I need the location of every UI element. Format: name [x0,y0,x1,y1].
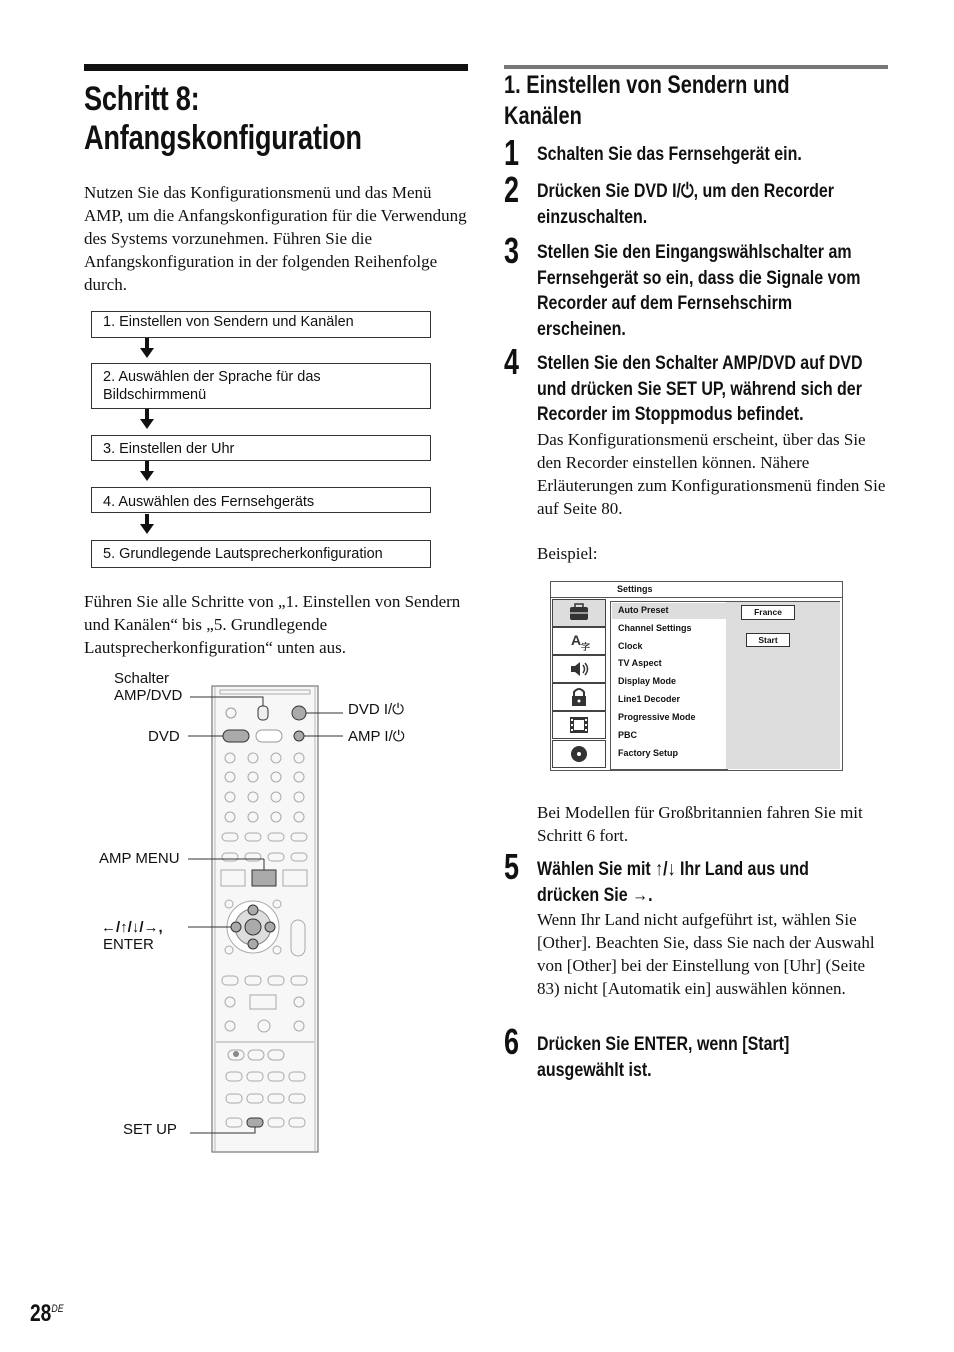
down-arrow-icon [140,409,154,429]
step-4-body: Das Konfigurationsmenü erscheint, über das Sie den Recorder einstellen können. Nähere Erläuterungen zum Konfigurationsmenü finden Sie auf Seite 80. [537,430,886,518]
down-arrow-icon [140,338,154,358]
language-icon-tab[interactable] [552,627,606,655]
disc-icon [553,741,605,767]
menu-item-progressive-mode[interactable]: Progressive Mode [618,712,696,722]
down-arrow-icon [140,514,154,534]
page-number: 28DE [30,1300,64,1327]
section-title: 1. Einstellen von Sendern und Kanälen [504,71,790,130]
lock-icon-tab[interactable] [552,683,606,711]
svg-text:字: 字 [581,642,591,652]
label-arrows: ←/↑/↓/→, [101,919,163,936]
intro-paragraph: Nutzen Sie das Konfigurationsmenü und das Menü AMP, um die Anfangskonfiguration für die Verwendung des Systems vorzunehmen. Führen Sie die Anfangskonfiguration in der folgenden Reihenfolge durch. [84,183,467,294]
menu-item-display-mode[interactable]: Display Mode [618,676,677,686]
step-4-heading: Stellen Sie den Schalter AMP/DVD auf DVD und drücken Sie SET UP, während sich der Recorder im Stoppmodus befindet. [537,352,863,425]
settings-value-panel [726,601,840,769]
value-france[interactable]: France [741,605,795,620]
menu-item-tv-aspect[interactable]: TV Aspect [618,658,662,668]
briefcase-icon [553,600,605,626]
step-4-number: 4 [504,341,520,382]
step-3-number: 3 [504,230,520,271]
step-2-number: 2 [504,169,520,210]
label-amp-power: AMP I/⏻ [348,728,405,745]
step-6-heading: Drücken Sie ENTER, wenn [Start] ausgewählt ist. [537,1033,790,1081]
menu-item-line1-decoder[interactable]: Line1 Decoder [618,694,681,704]
label-dvd-power: DVD I/⏻ [348,701,405,718]
svg-text:A: A [571,632,582,648]
audio-icon-tab[interactable] [552,655,606,683]
settings-header-line [551,597,842,598]
remote-drawing [188,682,348,1154]
label-setup: SET UP [123,1121,177,1138]
flow-step-5: 5. Grundlegende Lautsprecherkonfiguration [91,540,431,568]
step-5-number: 5 [504,846,520,887]
section-rule [504,65,888,69]
step-1-number: 1 [504,132,520,173]
down-arrow-icon [140,461,154,481]
label-dvd: DVD [148,728,180,745]
after-flow-paragraph: Führen Sie alle Schritte von „1. Einstellen von Sendern und Kanälen“ bis „5. Grundlegende Lautsprecherkonfiguration“ unten aus. [84,592,461,657]
label-amp-menu: AMP MENU [99,850,180,867]
film-icon [553,712,605,738]
flow-step-1: 1. Einstellen von Sendern und Kanälen [91,311,431,338]
flow-step-2: 2. Auswählen der Sprache für das Bildschirmmenü [91,363,431,409]
film-icon-tab[interactable] [552,711,606,739]
menu-item-clock[interactable]: Clock [618,641,643,651]
label-enter: ENTER [103,936,154,953]
settings-title: Settings [617,584,653,594]
uk-note: Bei Modellen für Großbritannien fahren Sie mit Schritt 6 fort. [537,803,863,845]
example-label: Beispiel: [537,544,598,563]
disc-icon-tab[interactable] [552,740,606,768]
speaker-icon [553,656,605,682]
step-2-heading: Drücken Sie DVD I/⏻, um den Recorder einzuschalten. [537,180,834,228]
lock-icon [553,684,605,710]
step-6-number: 6 [504,1021,520,1062]
menu-item-auto-preset[interactable]: Auto Preset [618,605,669,615]
step-5-body: Wenn Ihr Land nicht aufgeführt ist, wählen Sie [Other]. Beachten Sie, dass Sie nach der Auswahl von [Other] bei der Einstellung von [Uhr] (Seite 83) nicht [Automatik ein] auswählen können. [537,910,875,998]
step-1-heading: Schalten Sie das Fernsehgerät ein. [537,143,802,165]
language-icon [553,628,605,654]
menu-item-factory-setup[interactable]: Factory Setup [618,748,679,758]
menu-item-pbc[interactable]: PBC [618,730,638,740]
step-3-heading: Stellen Sie den Eingangswählschalter am Fernsehgerät so ein, dass die Signale vom Recorder auf dem Fernsehschirm erscheinen. [537,241,861,340]
title-rule [84,64,468,71]
flow-step-4: 4. Auswählen des Fernsehgeräts [91,487,431,513]
settings-icon-tab[interactable] [552,599,606,627]
step-5-heading: Wählen Sie mit ↑/↓ Ihr Land aus und drücken Sie →. [537,858,809,906]
menu-item-channel-settings[interactable]: Channel Settings [618,623,692,633]
start-button[interactable]: Start [746,633,790,647]
page-title: Schritt 8: Anfangskonfiguration [84,80,362,157]
flow-step-3: 3. Einstellen der Uhr [91,435,431,461]
label-schalter: Schalter AMP/DVD [114,670,183,704]
